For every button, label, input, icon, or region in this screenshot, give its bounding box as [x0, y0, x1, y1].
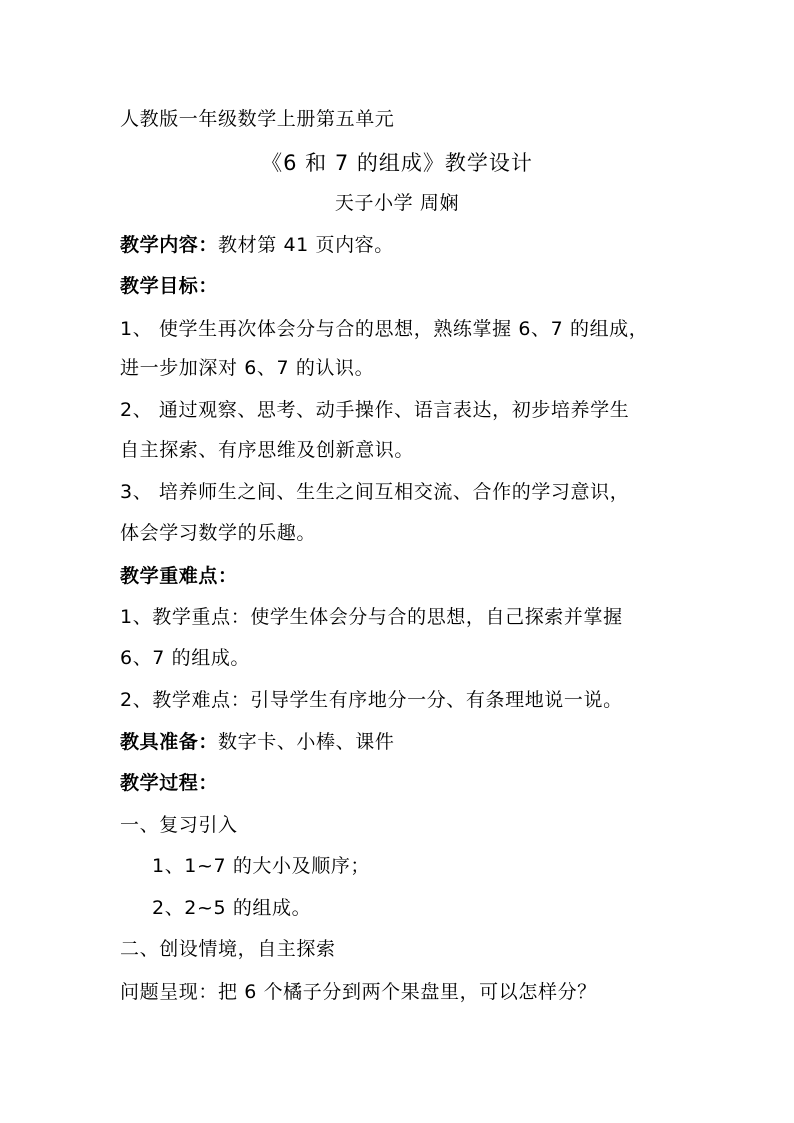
objective-line: 体会学习数学的乐趣。 — [120, 522, 317, 544]
review-item: 1、1~7 的大小及顺序； — [152, 855, 371, 877]
materials-text: 数字卡、小棒、课件 — [218, 731, 395, 753]
objective-line: 1、 使学生再次体会分与合的思想，熟练掌握 6、7 的组成， — [120, 318, 649, 340]
key-point-line: 1、教学重点：使学生体会分与合的思想，自己探索并掌握 — [120, 606, 623, 628]
objectives-heading: 教学目标： — [120, 275, 219, 297]
question-line: 问题呈现：把 6 个橘子分到两个果盘里，可以怎样分？ — [120, 981, 597, 1003]
key-point-line: 6、7 的组成。 — [120, 647, 251, 669]
objective-line: 2、 通过观察、思考、动手操作、语言表达，初步培养学生 — [120, 399, 630, 421]
objective-line: 自主探索、有序思维及创新意识。 — [120, 439, 415, 461]
process-heading: 教学过程： — [120, 772, 219, 794]
materials-line — [120, 730, 394, 754]
content-line — [120, 233, 394, 257]
series-line: 人教版一年级数学上册第五单元 — [120, 108, 395, 130]
objective-line: 3、 培养师生之间、生生之间互相交流、合作的学习意识， — [120, 481, 630, 503]
review-item: 2、2~5 的组成。 — [152, 897, 312, 919]
materials-label: 教具准备： — [120, 731, 219, 753]
key-point-line: 2、教学难点：引导学生有序地分一分、有条理地说一说。 — [120, 689, 623, 711]
section-heading: 一、复习引入 — [120, 814, 238, 836]
section-heading: 二、创设情境，自主探索 — [120, 938, 336, 960]
document-title: 《6 和 7 的组成》教学设计 — [261, 151, 533, 175]
content-text: 教材第 41 页内容。 — [218, 234, 394, 256]
objective-line: 进一步加深对 6、7 的认识。 — [120, 357, 375, 379]
author-line: 天子小学 周娴 — [334, 192, 460, 214]
content-label: 教学内容： — [120, 234, 219, 256]
key-points-heading: 教学重难点： — [120, 565, 238, 587]
